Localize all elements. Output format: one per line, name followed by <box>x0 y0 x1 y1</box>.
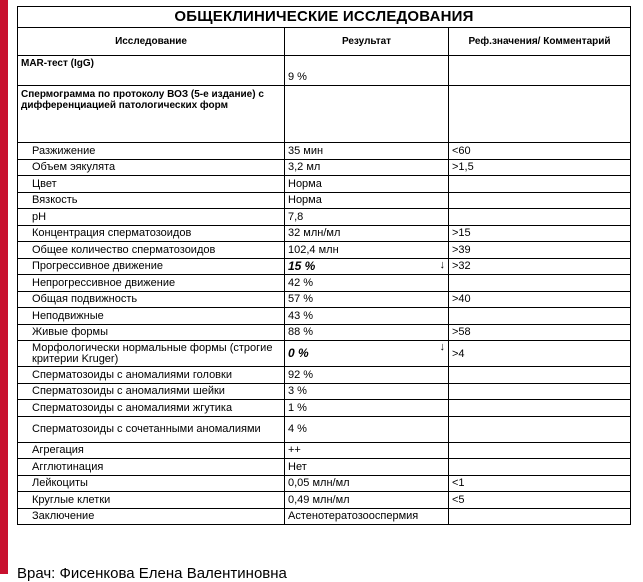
mar-test-name: MAR-тест (IgG) <box>18 56 285 86</box>
test-name: Агглютинация <box>18 459 285 476</box>
test-name: Живые формы <box>18 324 285 341</box>
report-sheet <box>17 6 630 525</box>
table-row <box>18 176 631 193</box>
test-reference: >32 <box>449 258 631 275</box>
result-value: 0,05 млн/мл <box>288 477 350 490</box>
test-result <box>285 416 449 442</box>
table-row <box>18 341 631 367</box>
column-header-result: Результат <box>285 28 449 56</box>
table-row <box>18 225 631 242</box>
table-row <box>18 308 631 325</box>
result-value: 32 млн/мл <box>288 227 341 240</box>
table-row <box>18 400 631 417</box>
test-reference <box>449 176 631 193</box>
test-name: Общая подвижность <box>18 291 285 308</box>
test-result <box>285 459 449 476</box>
result-value: 102,4 млн <box>288 243 339 256</box>
table-row <box>18 367 631 384</box>
test-reference <box>449 308 631 325</box>
report-title: ОБЩЕКЛИНИЧЕСКИЕ ИССЛЕДОВАНИЯ <box>18 7 631 28</box>
mar-test-result: 9 % <box>285 56 449 86</box>
table-row <box>18 209 631 226</box>
result-value: ++ <box>288 444 301 457</box>
test-name: Лейкоциты <box>18 475 285 492</box>
test-reference: <1 <box>449 475 631 492</box>
table-row <box>18 159 631 176</box>
table-row <box>18 192 631 209</box>
spermogram-section-title: Спермограмма по протоколу ВОЗ (5-е издание) с дифференциацией патологических форм <box>18 86 285 143</box>
test-name: Объем эякулята <box>18 159 285 176</box>
test-result <box>285 475 449 492</box>
table-row <box>18 258 631 275</box>
test-reference <box>449 383 631 400</box>
arrow-down-icon: ↓ <box>439 258 445 271</box>
result-value: 43 % <box>288 309 314 322</box>
result-value: 0 % <box>288 346 309 360</box>
test-reference: >4 <box>449 341 631 367</box>
table-row <box>18 242 631 259</box>
test-reference <box>449 416 631 442</box>
spermogram-section-result <box>285 86 449 143</box>
test-result <box>285 242 449 259</box>
test-name: Неподвижные <box>18 308 285 325</box>
test-result <box>285 367 449 384</box>
test-name: Концентрация сперматозоидов <box>18 225 285 242</box>
test-result <box>285 324 449 341</box>
table-row <box>18 442 631 459</box>
test-reference <box>449 508 631 525</box>
test-reference <box>449 367 631 384</box>
spermogram-section-reference <box>449 86 631 143</box>
table-row <box>18 492 631 509</box>
result-value: 35 мин <box>288 144 324 157</box>
result-value: 0,49 млн/мл <box>288 493 350 506</box>
test-name: Сперматозоиды с аномалиями жгутика <box>18 400 285 417</box>
result-value: 1 % <box>288 401 307 414</box>
test-name: Агрегация <box>18 442 285 459</box>
test-reference: >39 <box>449 242 631 259</box>
test-reference <box>449 209 631 226</box>
result-value: 92 % <box>288 368 314 381</box>
result-value: 88 % <box>288 326 314 339</box>
result-value: Нет <box>288 460 307 473</box>
test-name: Сперматозоиды с аномалиями шейки <box>18 383 285 400</box>
test-result <box>285 291 449 308</box>
mar-test-reference <box>449 56 631 86</box>
arrow-down-icon: ↓ <box>439 341 445 353</box>
test-name: Заключение <box>18 508 285 525</box>
test-result <box>285 159 449 176</box>
test-result <box>285 400 449 417</box>
test-reference <box>449 192 631 209</box>
test-reference: <60 <box>449 143 631 160</box>
test-name: pH <box>18 209 285 226</box>
test-result <box>285 176 449 193</box>
test-result <box>285 192 449 209</box>
test-reference: >40 <box>449 291 631 308</box>
test-name: Непрогрессивное движение <box>18 275 285 292</box>
test-reference <box>449 442 631 459</box>
test-name: Прогрессивное движение <box>18 258 285 275</box>
test-reference: >58 <box>449 324 631 341</box>
test-result <box>285 341 449 367</box>
left-accent-bar <box>0 0 8 574</box>
test-reference <box>449 275 631 292</box>
results-rows <box>18 143 631 525</box>
test-result <box>285 308 449 325</box>
table-row <box>18 324 631 341</box>
test-result <box>285 383 449 400</box>
test-result <box>285 143 449 160</box>
table-row <box>18 383 631 400</box>
test-result <box>285 275 449 292</box>
test-result <box>285 209 449 226</box>
table-row <box>18 275 631 292</box>
result-value: 3,2 мл <box>288 161 321 174</box>
result-value: 3 % <box>288 385 307 398</box>
test-result <box>285 225 449 242</box>
result-value: 42 % <box>288 276 314 289</box>
test-name: Разжижение <box>18 143 285 160</box>
result-value: Астенотератозооспермия <box>288 510 419 523</box>
column-header-test: Исследование <box>18 28 285 56</box>
test-reference <box>449 459 631 476</box>
test-name: Сперматозоиды с аномалиями головки <box>18 367 285 384</box>
table-row <box>18 143 631 160</box>
test-reference: >15 <box>449 225 631 242</box>
result-value: Норма <box>288 194 322 207</box>
table-row <box>18 459 631 476</box>
result-value: Норма <box>288 177 322 190</box>
table-row <box>18 291 631 308</box>
doctor-signature-line: Врач: Фисенкова Елена Валентиновна <box>17 565 287 582</box>
test-name: Вязкость <box>18 192 285 209</box>
test-reference: >1,5 <box>449 159 631 176</box>
result-value: 7,8 <box>288 210 304 223</box>
table-row <box>18 475 631 492</box>
test-result <box>285 442 449 459</box>
test-reference: <5 <box>449 492 631 509</box>
table-row <box>18 508 631 525</box>
results-table <box>17 6 631 525</box>
test-result <box>285 508 449 525</box>
test-name: Морфологически нормальные формы (строгие критерии Kruger) <box>18 341 285 367</box>
table-row <box>18 416 631 442</box>
result-value: 4 % <box>288 423 307 435</box>
result-value: 57 % <box>288 293 314 306</box>
test-result <box>285 492 449 509</box>
test-result <box>285 258 449 275</box>
test-name: Общее количество сперматозоидов <box>18 242 285 259</box>
test-name: Сперматозоиды с сочетанными аномалиями <box>18 416 285 442</box>
test-name: Цвет <box>18 176 285 193</box>
test-name: Круглые клетки <box>18 492 285 509</box>
test-reference <box>449 400 631 417</box>
column-header-reference: Реф.значения/ Комментарий <box>449 28 631 56</box>
result-value: 15 % <box>288 258 316 273</box>
